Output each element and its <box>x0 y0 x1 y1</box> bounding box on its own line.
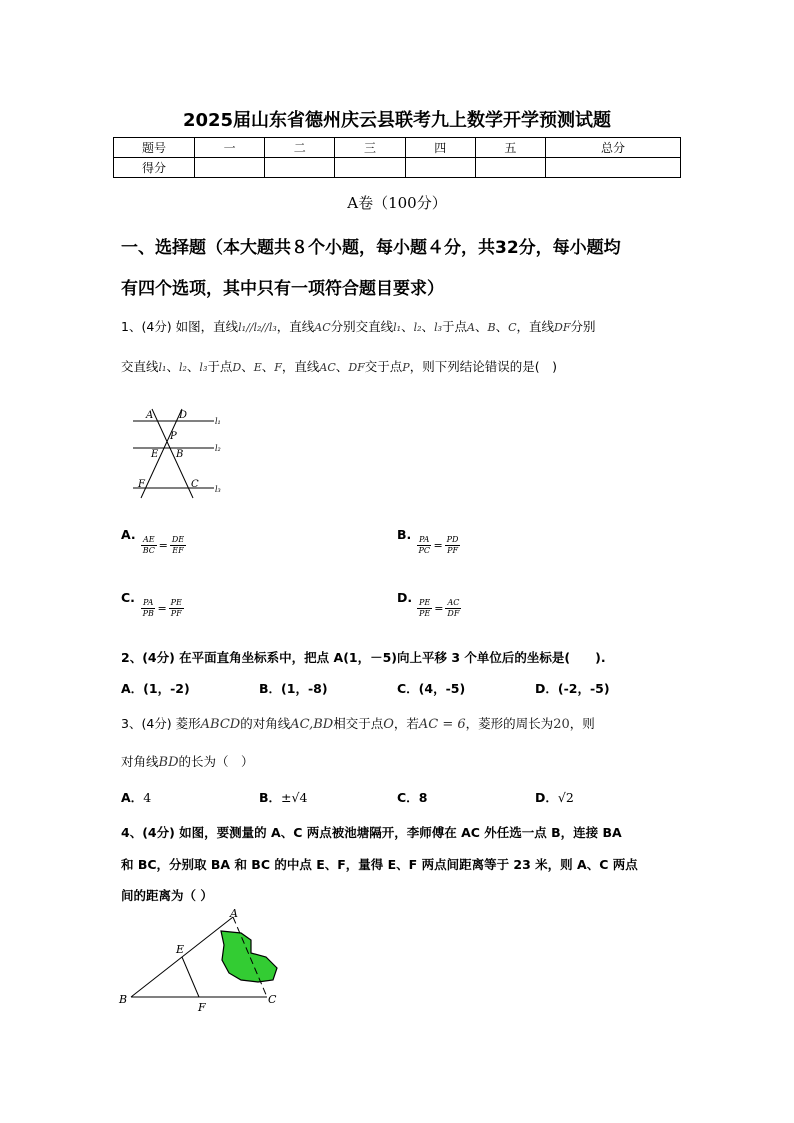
q1-option-b[interactable]: B. <box>397 527 412 542</box>
q1-line2: 交直线l₁、l₂、l₃于点D、E、F，直线AC、DF交于点P，则下列结论错误的是( ) <box>121 359 557 374</box>
q1-option-d[interactable]: D. <box>397 590 413 605</box>
score-table-score-row <box>114 158 681 178</box>
score-header-cell: 二 <box>265 138 335 158</box>
label-c: C <box>268 993 277 1006</box>
score-header-cell: 一 <box>195 138 265 158</box>
score-header-cell: 总分 <box>546 138 681 158</box>
q4-line1: 4、(4分) 如图，要测量的 A、C 两点被池塘隔开，李师傅在 AC 外任选一点 B，连接 BA <box>121 825 622 840</box>
q4-line3: 间的距离为（ ） <box>121 888 213 903</box>
score-cell[interactable] <box>195 158 265 178</box>
pond-shape <box>221 931 277 982</box>
label-b: B <box>119 993 128 1006</box>
score-cell[interactable] <box>475 158 545 178</box>
label-f: F <box>138 479 145 490</box>
q2-option-c[interactable]: C．(4，-5) <box>397 681 466 696</box>
label-p: P <box>170 431 177 442</box>
q2-option-d[interactable]: D．(-2，-5) <box>535 681 610 696</box>
label-e: E <box>151 449 159 460</box>
q1-option-c-formula: $\frac{PA}{PB}$ = $\frac{PE}{PF}$ <box>142 598 182 618</box>
label-f: F <box>198 1001 206 1014</box>
label-c: C <box>191 479 199 490</box>
label-a: A <box>230 907 238 920</box>
q1-line1: 1、(4分) 如图，直线l₁//l₂//l₃，直线AC分别交直线l₁、l₂、l₃于点A、B、C，直线DF分别 <box>121 319 596 334</box>
q3-line2: 对角线BD的长为（ ） <box>121 754 254 770</box>
label-a: A <box>146 410 154 421</box>
score-cell[interactable] <box>405 158 475 178</box>
label-b: B <box>176 449 184 460</box>
q3-option-c[interactable]: C．8 <box>397 790 428 805</box>
q2-text: 2、(4分) 在平面直角坐标系中，把点 A(1，－5)向上平移 3 个单位后的坐标是( ). <box>121 650 606 665</box>
score-table <box>113 137 681 178</box>
label-l1: l₁ <box>215 417 221 426</box>
q4-figure <box>117 905 287 1017</box>
q3-option-a[interactable]: A．4 <box>121 790 152 805</box>
section-a-heading: A卷（100分） <box>347 194 447 212</box>
score-header-cell: 题号 <box>114 138 195 158</box>
label-l3: l₃ <box>215 485 221 494</box>
label-l2: l₂ <box>215 444 221 453</box>
q1-option-b-formula: $\frac{PA}{PC}$ = $\frac{PD}{PF}$ <box>418 535 459 555</box>
q2-option-a[interactable]: A．(1，-2) <box>121 681 190 696</box>
score-cell[interactable] <box>265 158 335 178</box>
label-d: D <box>179 410 188 421</box>
score-cell[interactable] <box>335 158 405 178</box>
score-table-header-row <box>114 138 681 158</box>
score-cell[interactable] <box>546 158 681 178</box>
score-header-cell: 三 <box>335 138 405 158</box>
score-header-cell: 四 <box>405 138 475 158</box>
score-header-cell: 五 <box>475 138 545 158</box>
q1-parallel-expr: l₁//l₂//l₃ <box>238 321 277 334</box>
part1-heading-line1: 一、选择题（本大题共８个小题，每小题４分，共32分，每小题均 <box>121 238 621 258</box>
q1-figure <box>127 402 227 502</box>
page-title: 2025届山东省德州庆云县联考九上数学开学预测试题 <box>182 110 612 131</box>
q4-line2: 和 BC，分别取 BA 和 BC 的中点 E、F，量得 E、F 两点间距离等于 23 米，则 A、C 两点 <box>121 857 638 872</box>
q1-option-a[interactable]: A. <box>121 527 136 542</box>
q3-line1: 3、(4分) 菱形ABCD的对角线AC,BD相交于点O，若AC = 6，菱形的周长为20，则 <box>121 716 595 732</box>
q2-option-b[interactable]: B．(1，-8) <box>259 681 328 696</box>
q1-option-a-formula: $\frac{AE}{BC}$ = $\frac{DE}{EF}$ <box>142 535 185 555</box>
q1-option-d-formula: $\frac{PE}{PE}$ = $\frac{AC}{DF}$ <box>419 598 460 618</box>
q3-option-d[interactable]: D．√2 <box>535 790 574 805</box>
part1-heading-line2: 有四个选项，其中只有一项符合题目要求） <box>121 279 444 299</box>
segment-ef <box>182 957 199 997</box>
score-row-label: 得分 <box>114 158 195 178</box>
q3-option-b[interactable]: B．±√4 <box>259 790 308 805</box>
label-e: E <box>176 943 185 956</box>
q1-option-c[interactable]: C. <box>121 590 135 605</box>
